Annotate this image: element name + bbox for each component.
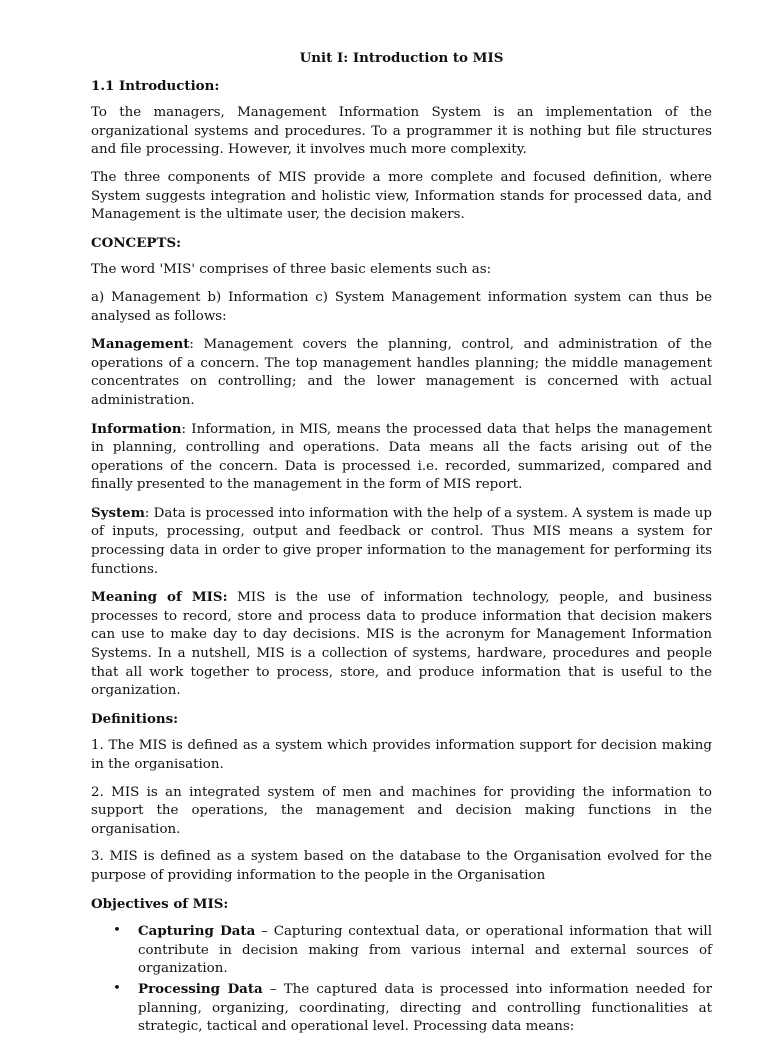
system-text: : Data is processed into information with the help of a system. A system is made up of inputs, processing, output and feedback or control. Thus MIS means a system for processing data in order to give proper information to the management for performing its functions.	[91, 505, 712, 577]
bullet-icon: •	[113, 980, 121, 996]
concepts-paragraph-2: a) Management b) Information c) System Management information system can thus be analysed as follows:	[91, 289, 712, 324]
concepts-paragraph-1: The word 'MIS' comprises of three basic elements such as:	[91, 262, 492, 278]
concepts-heading: CONCEPTS:	[91, 234, 182, 251]
objectives-heading: Objectives of MIS:	[91, 895, 229, 912]
objective-item	[91, 922, 712, 979]
information-label: Information	[91, 420, 182, 437]
objective-text: – Capturing contextual data, or operational information that will contribute in decision making from various internal and external sources of organization.	[138, 924, 712, 977]
objective-label: Processing Data	[138, 980, 263, 997]
section-heading-introduction: 1.1 Introduction:	[91, 77, 220, 94]
meaning-paragraph	[91, 588, 712, 701]
management-label: Management	[91, 336, 190, 353]
information-paragraph	[91, 420, 712, 495]
objectives-list	[91, 922, 712, 1037]
information-text: : Information, in MIS, means the processed data that helps the management in planning, controlling and operations. Data means all the facts arising out of the operations of the concern. Data is processed i.e. recorded, summarized, compared and finally presented to the management in the form of MIS report.	[91, 421, 712, 493]
intro-paragraph-2: The three components of MIS provide a more complete and focused definition, where System suggests integration and holistic view, Information stands for processed data, and Management is the ultimate user, the decision makers.	[91, 169, 712, 223]
definition-item: 2. MIS is an integrated system of men and machines for providing the information to support the operations, the management and decision making functions in the organisation.	[91, 784, 712, 837]
system-paragraph	[91, 504, 712, 579]
objective-text: – The captured data is processed into information needed for planning, organizing, coordinating, directing and controlling functionalities at strategic, tactical and operational level. Processing data means:	[138, 981, 712, 1035]
management-paragraph	[91, 335, 712, 410]
objective-item	[91, 980, 712, 1037]
definition-item: 1. The MIS is defined as a system which provides information support for decision making in the organisation.	[91, 738, 712, 772]
intro-paragraph-1: To the managers, Management Information System is an implementation of the organizational systems and procedures. To a programmer it is nothing but file structures and file processing. However, it involves much more complexity.	[91, 105, 712, 158]
meaning-label: Meaning of MIS:	[91, 589, 228, 606]
system-label: System	[91, 504, 145, 521]
objective-label: Capturing Data	[138, 923, 256, 940]
definition-item: 3. MIS is defined as a system based on the database to the Organisation evolved for the purpose of providing information to the people in the Organisation	[91, 849, 712, 883]
definitions-heading: Definitions:	[91, 710, 179, 727]
meaning-text: MIS is the use of information technology, people, and business processes to record, store and process data to produce information that decision makers can use to make day to day decisions. MIS is the acronym for Management Information Systems. In a nutshell, MIS is a collection of systems, hardware, procedures and people that all work together to process, store, and produce information that is useful to the organization.	[91, 590, 713, 699]
page-title: Unit I: Introduction to MIS	[299, 50, 504, 66]
management-text: : Management covers the planning, control, and administration of the operations of a concern. The top management handles planning; the middle management concentrates on controlling; and the lower management is concerned with actual administration.	[91, 337, 712, 408]
bullet-icon: •	[113, 923, 121, 939]
